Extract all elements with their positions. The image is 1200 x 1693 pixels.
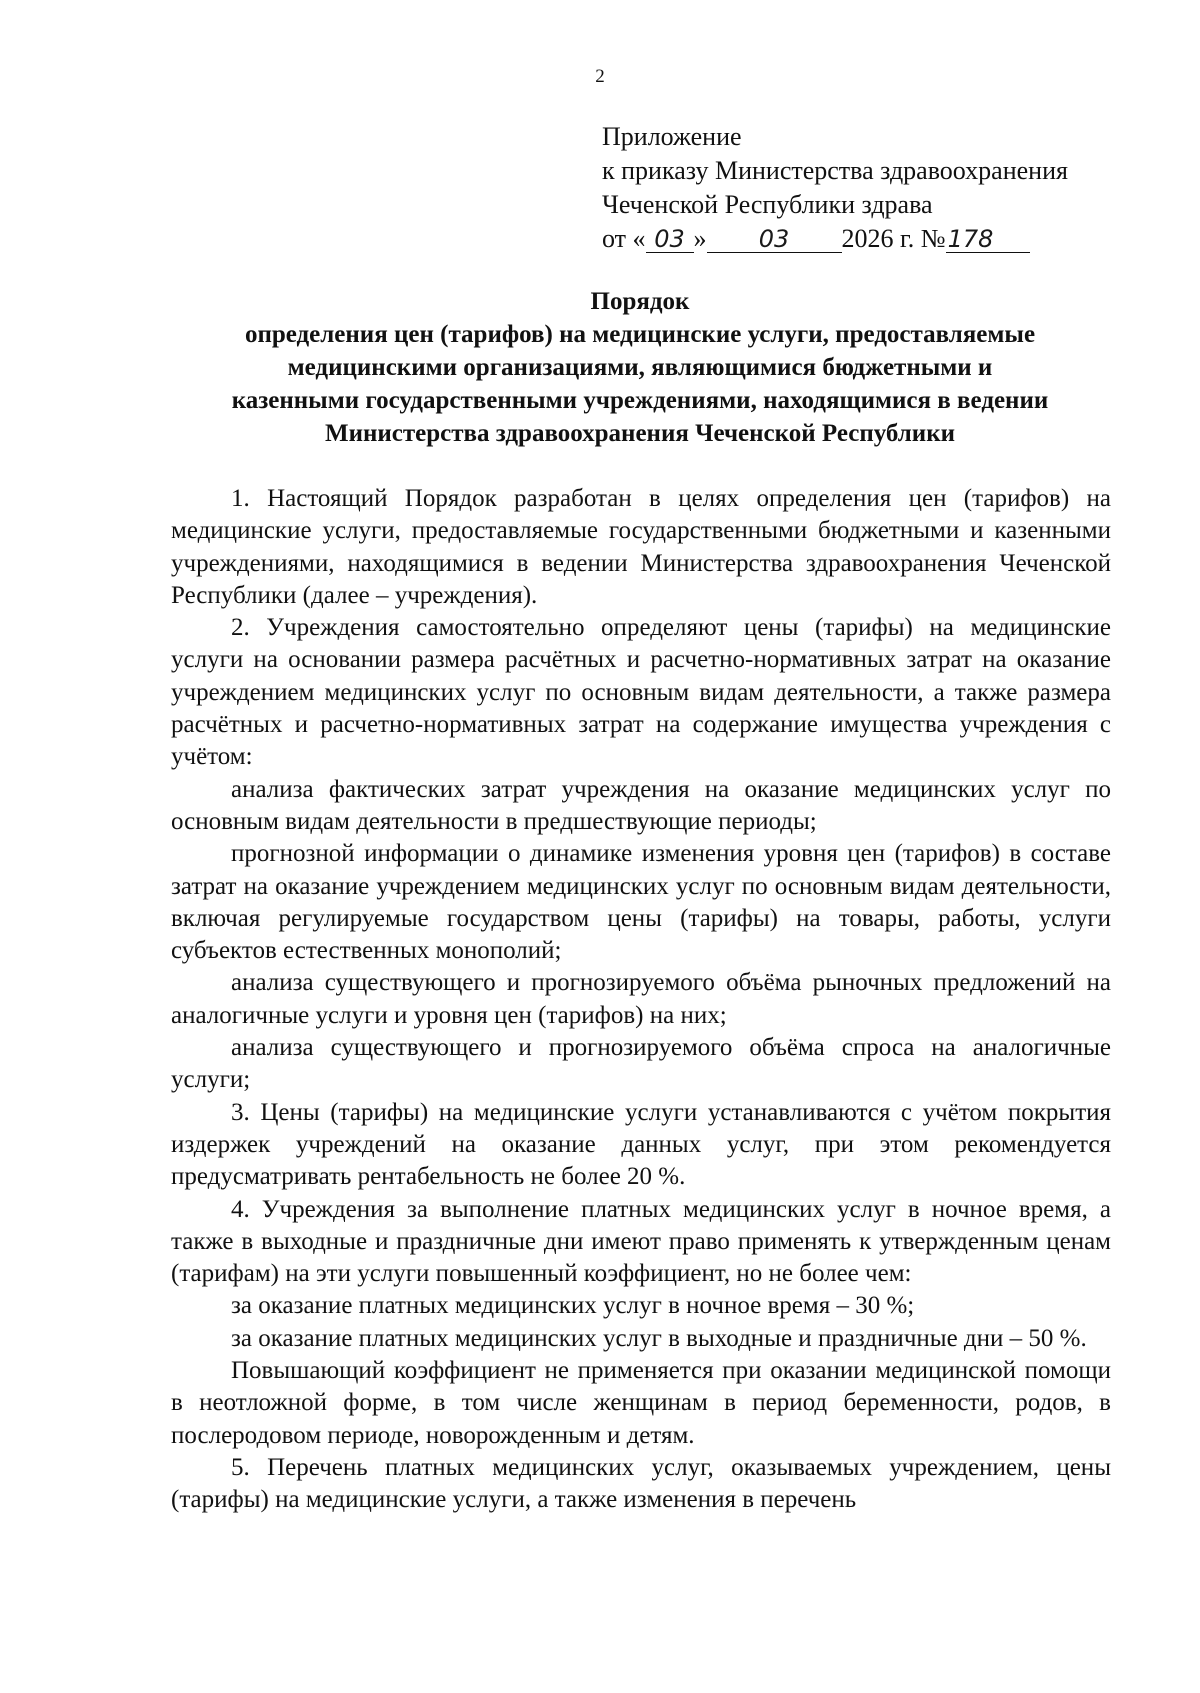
date-mid: » bbox=[693, 224, 707, 253]
title-line: медицинскими организациями, являющимися бюджетными и bbox=[287, 354, 993, 381]
paragraph-4-item: за оказание платных медицинских услуг в ночное время – 30 %; bbox=[231, 1292, 915, 1320]
paragraph-5: 5. Перечень платных медицинских услуг, оказываемых учреждением, цены (тарифы) на медицинские услуги, а также изменения в перечень bbox=[171, 1453, 1111, 1514]
document-title bbox=[170, 285, 1110, 450]
paragraph-2-item: анализа существующего и прогнозируемого объёма рыночных предложений на аналогичные услуги и уровня цен (тарифов) на них; bbox=[171, 969, 1111, 1029]
paragraph-3: 3. Цены (тарифы) на медицинские услуги устанавливаются с учётом покрытия издержек учреждений на оказание данных услуг, при этом рекомендуется предусматривать рентабельность не более 20 %. bbox=[171, 1098, 1111, 1191]
title-line: Министерства здравоохранения Чеченской Республики bbox=[324, 420, 956, 447]
paragraph-1: 1. Настоящий Порядок разработан в целях определения цен (тарифов) на медицинские услуги, предоставляемые государственными бюджетными и казенными учреждениями, находящимися в ведении Министерства здравоохранения Чеченской Республики (далее – учреждения). bbox=[171, 485, 1111, 609]
order-date-line bbox=[602, 222, 1068, 256]
order-number-handwritten: 178 bbox=[946, 226, 1030, 253]
order-day-handwritten: 03 bbox=[646, 226, 694, 253]
paragraph-2-item: анализа существующего и прогнозируемого объёма спроса на аналогичные услуги; bbox=[171, 1034, 1111, 1094]
document-body bbox=[171, 483, 1111, 1517]
paragraph-4: 4. Учреждения за выполнение платных медицинских услуг в ночное время, а также в выходные и праздничные дни имеют право применять к утвержденным ценам (тарифам) на эти услуги повышенный коэффициент, но не более чем: bbox=[171, 1195, 1111, 1288]
appendix-ministry: Чеченской Республики здрава bbox=[602, 190, 933, 219]
appendix-order-reference: к приказу Министерства здравоохранения bbox=[602, 156, 1068, 185]
paragraph-2-item: прогнозной информации о динамике изменения уровня цен (тарифов) в составе затрат на оказание учреждением медицинских услуг по основным видам деятельности, включая регулируемые государством цены (тарифы) на товары, работы, услуги субъектов естественных монополий; bbox=[171, 840, 1111, 965]
paragraph-4-item: за оказание платных медицинских услуг в выходные и праздничные дни – 50 %. bbox=[231, 1324, 1087, 1352]
appendix-header bbox=[602, 120, 1068, 256]
title-line: определения цен (тарифов) на медицинские услуги, предоставляемые bbox=[244, 321, 1036, 348]
order-month-handwritten: 03 bbox=[707, 226, 842, 253]
appendix-title: Приложение bbox=[602, 122, 742, 151]
paragraph-2-item: анализа фактических затрат учреждения на оказание медицинских услуг по основным видам деятельности в предшествующие периоды; bbox=[171, 775, 1111, 835]
date-prefix: от « bbox=[602, 224, 646, 253]
paragraph-4-note: Повышающий коэффициент не применяется при оказании медицинской помощи в неотложной форме, в том числе женщинам в период беременности, родов, в послеродовом периоде, новорожденным и детям. bbox=[171, 1357, 1111, 1449]
page-number: 2 bbox=[595, 66, 605, 87]
paragraph-2: 2. Учреждения самостоятельно определяют цены (тарифы) на медицинские услуги на основании размера расчётных и расчетно-нормативных затрат на оказание учреждением медицинских услуг по основным видам деятельности, а также размера расчётных и расчетно-нормативных затрат на содержание имущества учреждения с учётом: bbox=[171, 614, 1111, 771]
date-year: 2026 г. № bbox=[841, 224, 946, 253]
title-line: Порядок bbox=[590, 288, 690, 315]
title-line: казенными государственными учреждениями, находящимися в ведении bbox=[231, 387, 1049, 414]
